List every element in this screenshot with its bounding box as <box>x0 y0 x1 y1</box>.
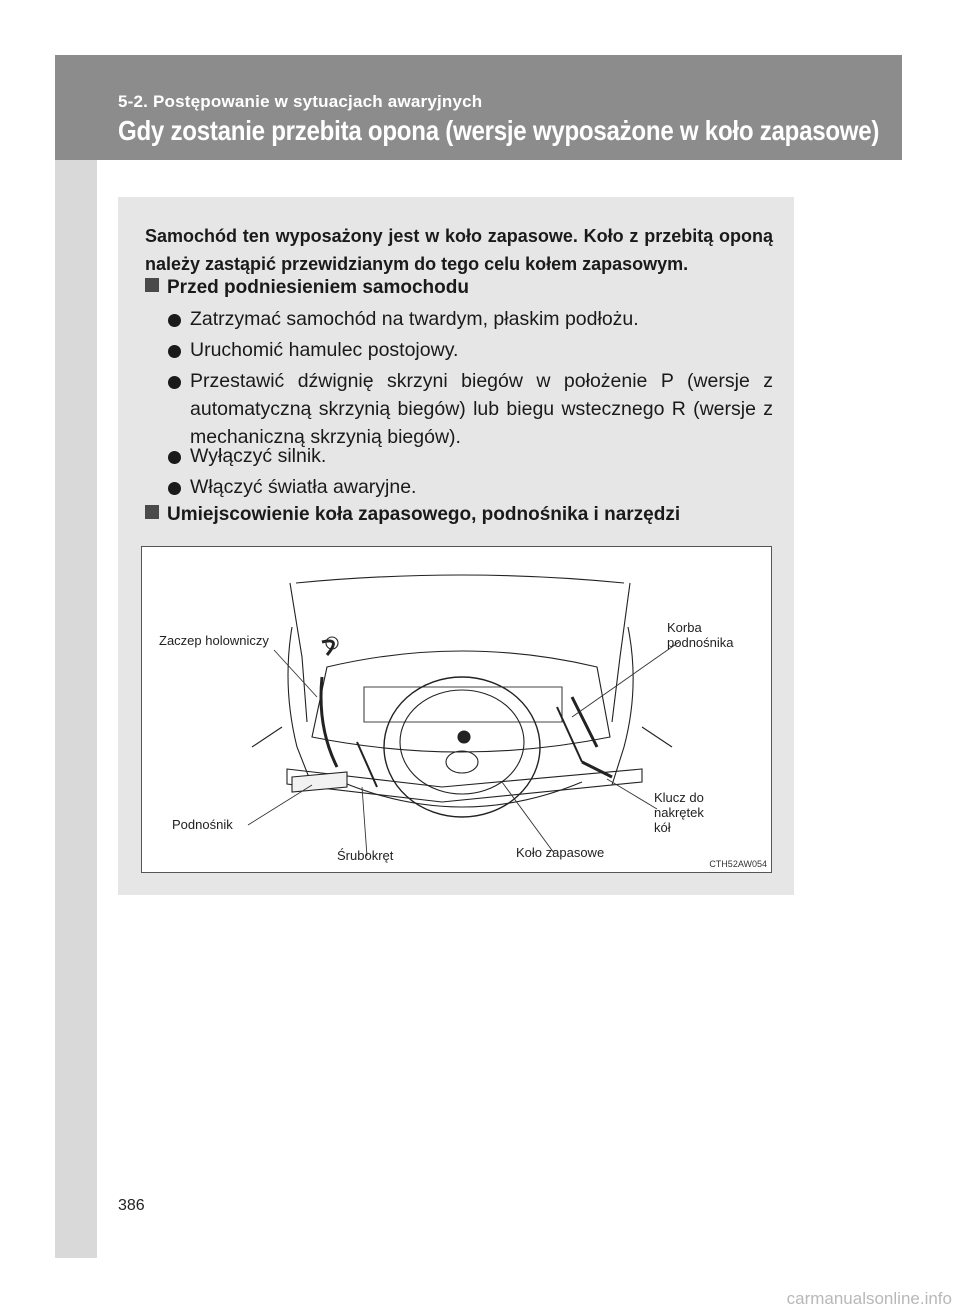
list-item <box>168 442 773 470</box>
figure-code: CTH52AW054 <box>709 859 767 869</box>
heading-before-lifting <box>145 277 469 299</box>
label-line: Klucz do <box>654 790 704 805</box>
screwdriver-shape <box>357 742 377 787</box>
list-item-text: Uruchomić hamulec postojowy. <box>190 339 459 361</box>
bullet-dot-icon <box>168 345 181 358</box>
bullet-dot-icon <box>168 314 181 327</box>
label-line: podnośnika <box>667 635 734 650</box>
label-screwdriver: Śrubokręt <box>337 848 394 863</box>
heading-text: Przed podniesieniem samochodu <box>167 277 469 298</box>
square-bullet-icon <box>145 505 159 519</box>
jack-shape <box>292 772 347 792</box>
section-label: 5-2. Postępowanie w sytuacjach awaryjnych <box>118 92 483 111</box>
wheel-clamp <box>458 731 470 743</box>
label-line: kół <box>654 820 671 835</box>
list-item-text: Przestawić dźwignię skrzyni biegów w położenie P (wersje z automatyczną skrzynią biegów) lub biegu wstecznego R (wersje z mechaniczną skrzynią biegów). <box>190 370 773 448</box>
spare-wheel <box>384 677 540 817</box>
wheel-hub <box>446 751 478 773</box>
bullet-dot-icon <box>168 376 181 389</box>
intro-text: Samochód ten wyposażony jest w koło zapasowe. Koło z przebitą oponą należy zastąpić przewidzianym do tego celu kołem zapasowym. <box>145 226 773 274</box>
list-item <box>168 473 773 501</box>
bullet-dot-icon <box>168 451 181 464</box>
trunk-illustration <box>141 546 772 873</box>
list-item-text: Zatrzymać samochód na twardym, płaskim podłożu. <box>190 308 639 330</box>
list-item-text: Włączyć światła awaryjne. <box>190 476 417 498</box>
bullet-dot-icon <box>168 482 181 495</box>
trunk-opening-right <box>612 583 630 722</box>
heading-spare-location <box>145 504 680 526</box>
list-item-text: Wyłączyć silnik. <box>190 445 327 467</box>
label-line: Korba <box>667 620 702 635</box>
label-line: nakrętek <box>654 805 704 820</box>
list-item <box>168 367 773 451</box>
label-jack: Podnośnik <box>172 817 233 832</box>
label-jack-handle <box>667 620 734 650</box>
list-item <box>168 305 773 333</box>
content-box <box>118 197 794 895</box>
leader-lines <box>248 642 679 856</box>
list-item <box>168 336 773 364</box>
trunk-opening-left <box>290 583 307 722</box>
heading-text: Umiejscowienie koła zapasowego, podnośnika i narzędzi <box>167 504 681 525</box>
chapter-header <box>55 55 902 160</box>
square-bullet-icon <box>145 278 159 292</box>
watermark: carmanualsonline.info <box>786 1289 952 1308</box>
side-strip <box>55 55 97 1258</box>
page-number: 386 <box>118 1197 145 1214</box>
wrench-shape <box>582 762 612 777</box>
label-wheel-nut-wrench <box>654 790 704 835</box>
trunk-lid-edge <box>296 575 624 583</box>
page-title: Gdy zostanie przebita opona (wersje wyposażone w koło zapasowe) <box>118 115 880 146</box>
label-spare-wheel: Koło zapasowe <box>516 845 605 860</box>
label-tow-hook: Zaczep holowniczy <box>159 633 269 648</box>
